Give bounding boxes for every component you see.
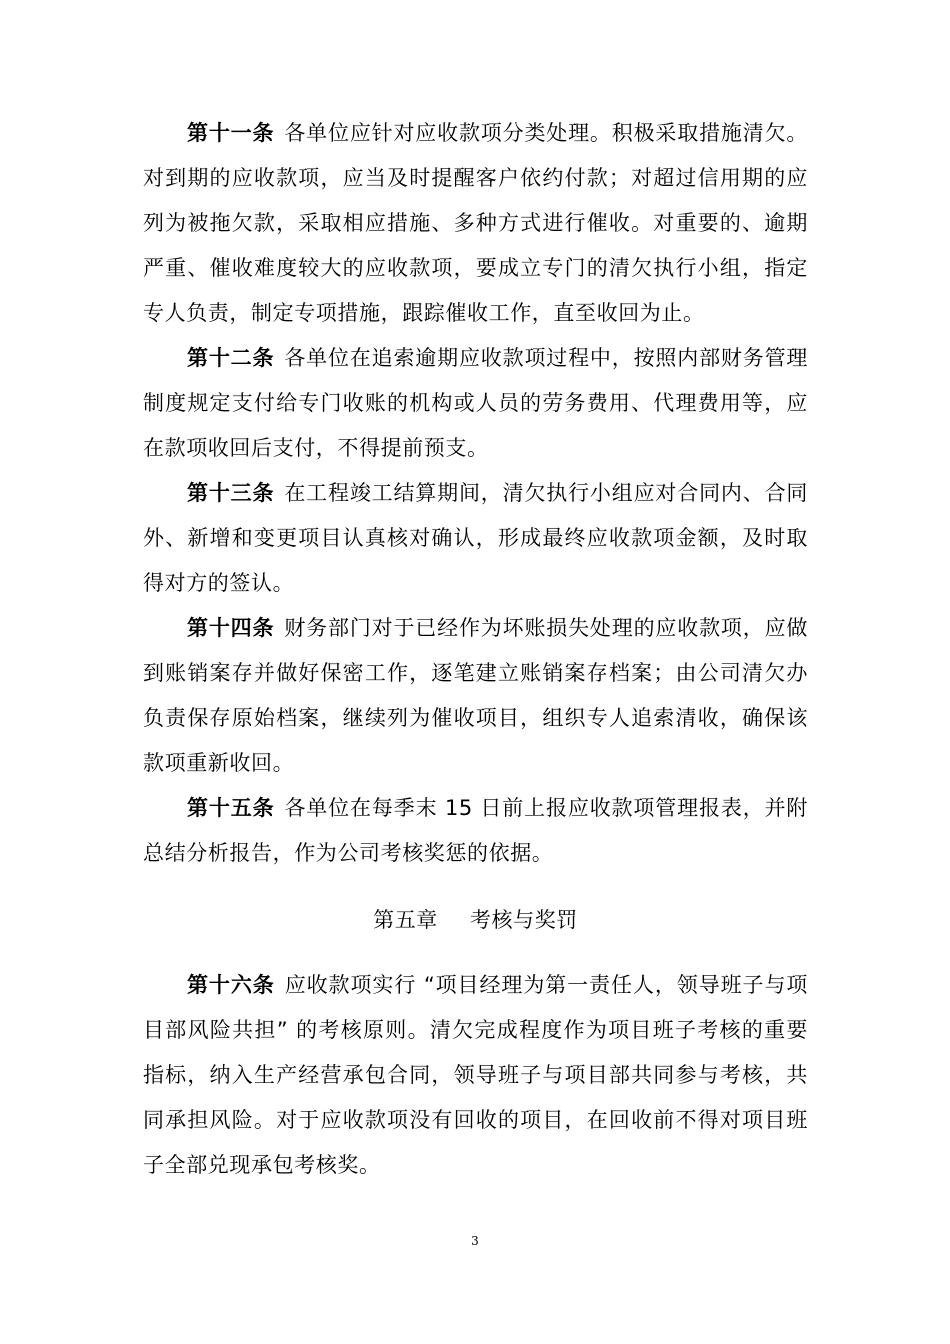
article-label: 第十一条 xyxy=(187,121,275,145)
article-16 xyxy=(143,963,808,1188)
article-label: 第十六条 xyxy=(187,973,275,997)
article-text: 在工程竣工结算期间，清欠执行小组应对合同内、合同外、新增和变更项目认真核对确认，形成最终应收款项金额，及时取得对方的签认。 xyxy=(143,481,808,595)
article-text: 各单位在追索逾期应收款项过程中，按照内部财务管理制度规定支付给专门收账的机构或人员的劳务费用、代理费用等，应在款项收回后支付，不得提前预支。 xyxy=(143,346,808,460)
article-12 xyxy=(143,336,808,471)
article-14 xyxy=(143,606,808,786)
chapter-number: 第五章 xyxy=(373,908,438,932)
chapter-heading xyxy=(143,898,808,943)
article-label: 第十二条 xyxy=(187,346,275,370)
article-text: 财务部门对于已经作为坏账损失处理的应收款项，应做到账销案存并做好保密工作，逐笔建立账销案存档案；由公司清欠办负责保存原始档案，继续列为催收项目，组织专人追索清收，确保该款项重新收回。 xyxy=(143,616,808,775)
chapter-title: 考核与奖罚 xyxy=(469,908,578,932)
page-body xyxy=(143,111,808,1188)
article-11 xyxy=(143,111,808,336)
article-label: 第十三条 xyxy=(187,481,275,505)
article-label: 第十五条 xyxy=(187,796,275,820)
article-13 xyxy=(143,471,808,606)
article-label: 第十四条 xyxy=(187,616,275,640)
page-number: 3 xyxy=(471,1234,479,1248)
article-15 xyxy=(143,786,808,876)
article-text: 各单位应针对应收款项分类处理。积极采取措施清欠。对到期的应收款项，应当及时提醒客户依约付款；对超过信用期的应列为被拖欠款，采取相应措施、多种方式进行催收。对重要的、逾期严重、催收难度较大的应收款项，要成立专门的清欠执行小组，指定专人负责，制定专项措施，跟踪催收工作，直至收回为止。 xyxy=(143,121,808,325)
article-text: 应收款项实行 “项目经理为第一责任人，领导班子与项目部风险共担” 的考核原则。清欠完成程度作为项目班子考核的重要指标，纳入生产经营承包合同，领导班子与项目部共同参与考核，共同承担风险。对于应收款项没有回收的项目，在回收前不得对项目班子全部兑现承包考核奖。 xyxy=(143,973,808,1177)
article-text: 各单位在每季末 15 日前上报应收款项管理报表，并附总结分析报告，作为公司考核奖惩的依据。 xyxy=(143,796,809,865)
